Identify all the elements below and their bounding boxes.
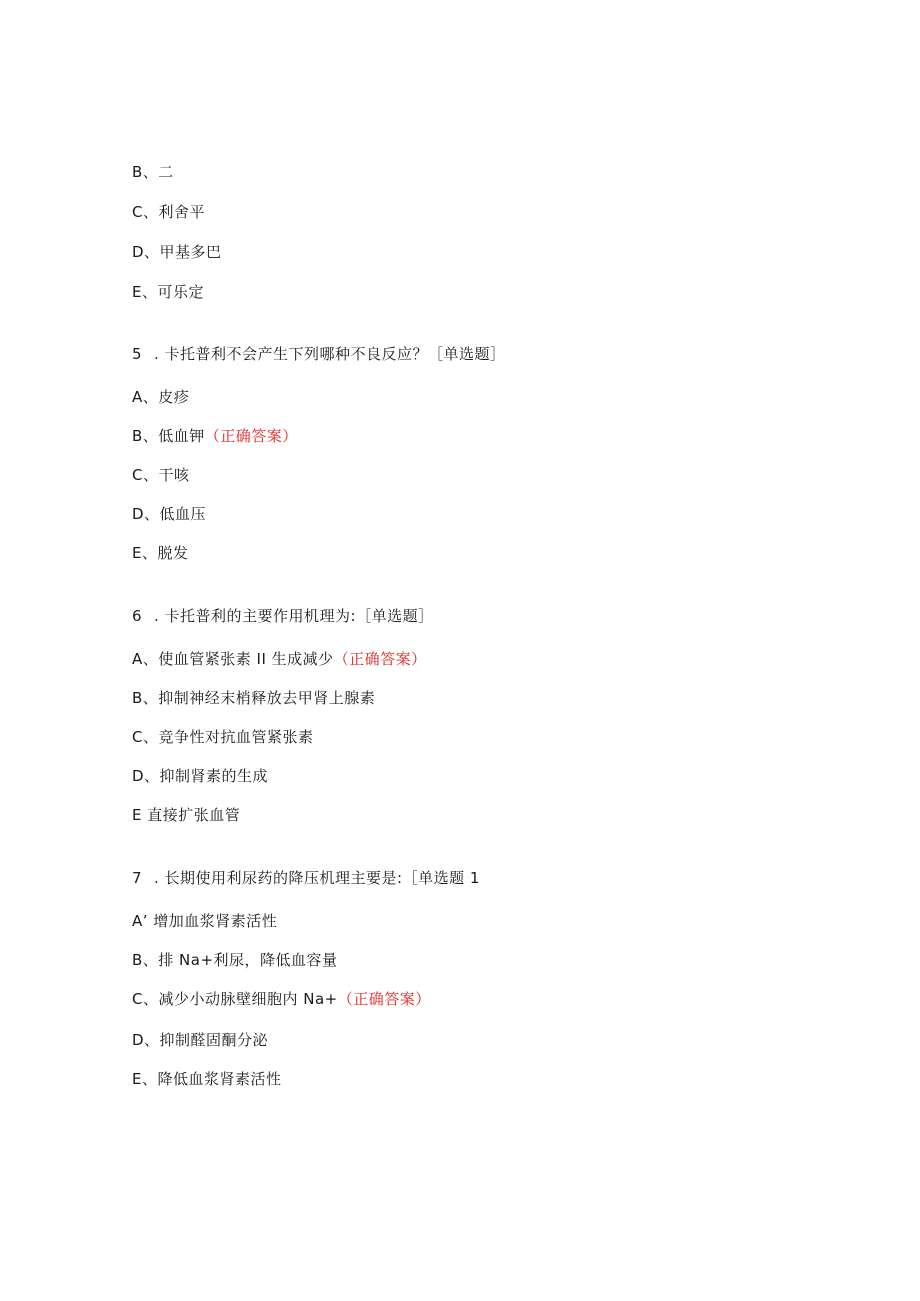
q5-option-d <box>132 504 206 524</box>
option-c <box>132 202 205 222</box>
option-label: C、竞争性对抗血管紧张素 <box>132 728 314 746</box>
option-label: A、皮疹 <box>132 388 190 406</box>
option-e <box>132 282 204 302</box>
question-5 <box>132 344 506 364</box>
q5-option-b <box>132 426 298 446</box>
option-label: E 直接扩张血管 <box>132 806 241 824</box>
option-label: D、甲基多巴 <box>132 243 222 261</box>
q5-option-e <box>132 543 188 563</box>
q6-option-b <box>132 688 375 708</box>
option-label: A’ 增加血浆肾素活性 <box>132 912 278 930</box>
question-number: 7 <box>132 869 143 887</box>
q7-option-d <box>132 1030 268 1050</box>
question-number: 6 <box>132 607 143 625</box>
option-label: E、脱发 <box>132 544 189 562</box>
q6-option-c <box>132 727 313 747</box>
option-label: E、降低血浆肾素活性 <box>132 1070 282 1088</box>
question-number: 5 <box>132 345 143 363</box>
question-6 <box>132 606 434 626</box>
q5-option-c <box>132 465 189 485</box>
option-label: B、二 <box>132 163 174 181</box>
question-text: . 卡托普利的主要作用机理为:［单选题］ <box>154 607 434 625</box>
option-label: C、减少小动脉壁细胞内 Na+ <box>132 990 338 1008</box>
option-label: B、抑制神经末梢释放去甲肾上腺素 <box>132 689 376 707</box>
option-label: D、低血压 <box>132 505 207 523</box>
option-label: D、抑制肾素的生成 <box>132 767 269 785</box>
option-label: A、使血管紧张素 II 生成减少 <box>132 650 334 668</box>
option-label: B、低血钾 <box>132 427 205 445</box>
q7-option-e <box>132 1069 281 1089</box>
question-text: . 卡托普利不会产生下列哪种不良反应？［单选题］ <box>154 345 506 363</box>
option-b <box>132 162 174 182</box>
q5-option-a <box>132 387 189 407</box>
correct-answer-mark: （正确答案） <box>337 990 431 1008</box>
q7-option-c <box>132 989 431 1009</box>
correct-answer-mark: （正确答案） <box>204 427 298 445</box>
question-7 <box>132 868 480 888</box>
q6-option-d <box>132 766 268 786</box>
correct-answer-mark: （正确答案） <box>333 650 427 668</box>
option-label: E、可乐定 <box>132 283 204 301</box>
q6-option-e <box>132 805 240 825</box>
q7-option-b <box>132 950 338 970</box>
option-label: D、抑制醛固酮分泌 <box>132 1031 269 1049</box>
option-label: C、干咳 <box>132 466 190 484</box>
option-label: C、利舍平 <box>132 203 205 221</box>
option-d <box>132 242 222 262</box>
q7-option-a <box>132 911 277 931</box>
question-text: . 长期使用利尿药的降压机理主要是:［单选题 1 <box>154 869 480 887</box>
q6-option-a <box>132 649 427 669</box>
option-label: B、排 Na+利尿，降低血容量 <box>132 951 338 969</box>
